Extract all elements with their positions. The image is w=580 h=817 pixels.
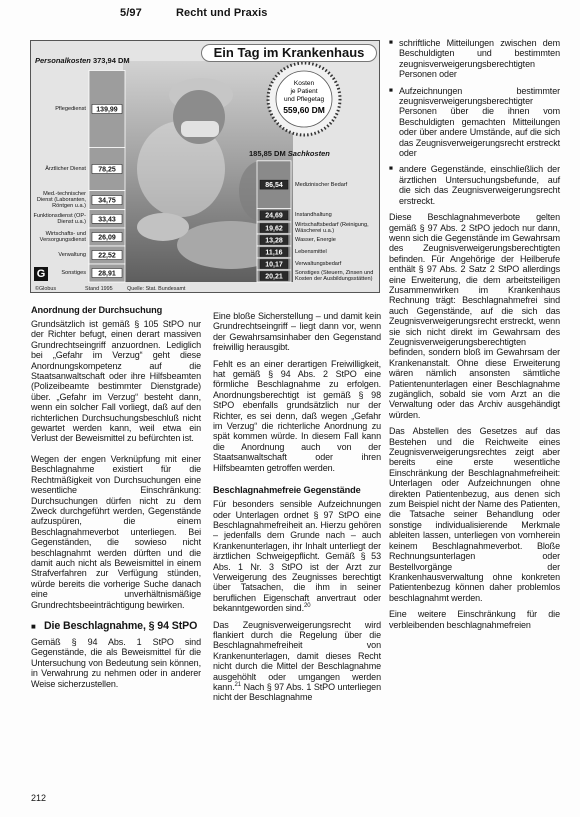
section-title: Recht und Praxis [176, 7, 268, 19]
chart-value-label: 11,16 [265, 249, 283, 257]
material-costs-title [249, 149, 330, 158]
chart-category-label: Sonstiges (Steuern, Zinsen und Kosten der Ausbildungsstätten) [295, 269, 374, 282]
chart-value-label: 20,21 [265, 273, 283, 281]
paragraph-text: Nach § 97 Abs. 1 StPO unterliegen nicht der Beschlagnahme [213, 682, 381, 703]
chart-category-label: Verwaltung [58, 251, 86, 258]
footnote-ref: 20 [303, 603, 311, 610]
chart-category-label: Instandhaltung [295, 212, 332, 219]
bullet-item: ■ Aufzeichnungen bestimmter zeugnisverweigerungsberechtigter Personen über die ihnen vom Beschuldigten gemachten Mitteilungen oder über andere Umstände, auf die sich das Zeugnisverweigerungsrecht erstreckt oder [389, 86, 560, 159]
personnel-costs-title [35, 56, 130, 65]
column-right [389, 38, 560, 636]
chart-value-label: 22,52 [98, 252, 116, 260]
paragraph: Fehlt es an einer derartigen Freiwilligkeit, hat gemäß § 94 Abs. 2 StPO eine förmliche Beschlagnahme zu erfolgen. Anordnungsberechtigt ist gemäß § 98 StPO ebenfalls grundsätzlich nur der Richter, es sei denn, daß wegen „Gefahr im Verzug“ die richterliche Anordnung zu spät kommen würde. In diesem Fall kann die Anordnung auch von der Staatsanwaltschaft oder ihren Hilfsbeamten getroffen werden. [213, 358, 381, 473]
paragraph: Grundsätzlich ist gemäß § 105 StPO nur der Richter befugt, einen derart massiven Grundrechtseingriff anzuordnen. Lediglich bei „Gefahr im Verzug“ geht diese Anordnungskompetenz auf die Staatsanwaltschaft oder ihre Hilfsbeamten (Polizeibeamte bestimmter Dienstgrade) über. „Gefahr im Verzug“ besteht dann, wenn ein solcher Fall vorliegt, daß auf den richterlichen Durchsuchungsbeschluß nicht gewartet werden kann, weil etwa ein Verlust der Beweismittel zu befürchten ist. [31, 319, 201, 444]
chart-category-label: Sonstiges [61, 269, 86, 276]
source-note: Quelle: Stat. Bundesamt [127, 286, 186, 292]
chart-value-label: 24,69 [265, 212, 283, 220]
bullet-item: ■ schriftliche Mitteilungen zwischen dem Beschuldigten und bestimmten zeugnisverweigerungsberechtigten Personen oder [389, 38, 560, 80]
globus-logo: G [34, 267, 48, 281]
circle-line-3: und Pflegetag [283, 96, 325, 103]
chart-category-label: Med.-technischer Dienst (Laboranten, Röntgen u.a.) [36, 190, 86, 210]
paragraph-text: Für besonders sensible Aufzeichnungen oder Unterlagen ordnet § 97 StPO eine Beschlagnahmefreiheit an. Hierzu gehören – jedenfalls dem Grunde nach – auch Krankenunterlagen, ihr Inhalt unterliegt der ärztlichen Schweigepflicht. Gemäß § 53 Abs. 1 Nr. 3 StPO ist der Arzt zur Verweigerung des Zeugnisses berechtigt über Tatsachen, die ihm in seiner beruflichen Eigenschaft anvertraut oder bekanntgeworden sind. [213, 499, 381, 614]
chart-category-label: Wasser, Energie [295, 236, 336, 243]
chart-category-label: Funktionsdienst (OP-Dienst u.a.) [33, 212, 86, 225]
circle-line-2: je Patient [290, 88, 318, 95]
paragraph: Das Abstellen des Gesetzes auf das Bestehen und die Reichweite eines Zeugnisverweigerungsrechtes zeigt aber bereits eine erste wesentliche Einschränkung der Beschlagnahmefreiheit: Unterlagen oder Aufzeichnungen ohne direkten Patientenbezug, aus denen sich zum Beispiel nicht der Name des Patienten, die Tatsache seiner Behandlung oder sonstige individualisierende Merkmale ableiten lassen, unterliegen von vornherein keinem Beschlagnahmeverbot. Bloße Rechnungsunterlagen oder Bestellvorgänge der Krankenhausverwaltung ohne konkreten Patientenbezug können daher problemlos beschlagnahmt werden. [389, 426, 560, 603]
credit: ©Globus [35, 286, 57, 292]
paragraph: Gemäß § 94 Abs. 1 StPO sind Gegenstände, die als Beweismittel für die Untersuchung von Bedeutung sein können, in Verwahrung zu nehmen oder in anderer Weise sicherzustellen. [31, 636, 201, 689]
paragraph: Eine weitere Einschränkung für die verbleibenden beschlagnahmefreien [389, 609, 560, 630]
chart-value-label: 78,25 [98, 166, 116, 174]
chart-value-label: 33,43 [98, 216, 116, 224]
paragraph: Eine bloße Sicherstellung – und damit kein Grundrechtseingriff – liegt dann vor, wenn der Gewahrsamsinhaber den Gegenstand freiwillig herausgibt. [213, 311, 381, 353]
chart-value-label: 26,09 [98, 234, 116, 242]
section-heading: ■ Die Beschlagnahme, § 94 StPO [31, 620, 201, 633]
column-middle [213, 311, 381, 709]
circle-line-1: Kosten [293, 80, 315, 87]
paragraph [213, 620, 381, 703]
bullet-item: ■ andere Gegenstände, einschließlich der ärztlichen Untersuchungsbefunde, auf die sich das Zeugnisverweigerungsrecht erstreckt. [389, 164, 560, 206]
chart-category-label: Pflegedienst [55, 105, 86, 112]
circle-value: 559,60 DM [283, 105, 325, 115]
chart-value-label: 86,54 [265, 182, 283, 190]
chart-title: Ein Tag im Krankenhaus [201, 44, 377, 62]
series-name: Sachkosten [287, 148, 330, 158]
paragraph: Diese Beschlagnahmeverbote gelten gemäß § 97 Abs. 2 StPO jedoch nur dann, wenn sich die Gegenstände im Gewahrsam des Zeugnisverweigerungsberechtigten befinden. Für Angehörige der Heilberufe enthält § 97 Abs. 2 Satz 2 StPO allerdings eine Erweiterung, die dem arbeitsteiligen Zusammenwirken im Krankenhaus Rechnung trägt: Beschlagnahmefrei sind auch Gegenstände, auf die sich das Zeugnisverweigerungsrecht erstreckt, wenn sie sich nicht direkt im Gewahrsam des Zeugnisverweigerungsberechtigten befinden, sondern bloß im Gewahrsam der Krankenanstalt. Ohne diese Erweiterung wären nämlich ansonsten sämtliche Patientenunterlagen einer Beschlagnahme zugänglich, sobald sie vom Arzt an die Verwaltung oder das Archiv ausgehändigt würden. [389, 212, 560, 420]
paragraph-text: Das Zeugnisverweigerungsrecht wird flankiert durch die Regelung über die Beschlagnahmefreiheit von Krankenunterlagen, damit dieses Recht nicht durch die Mittel der Beschlagnahme ausgehöhlt oder umgangen werden kann. [213, 619, 381, 692]
chart-value-label: 139,99 [96, 106, 118, 114]
page-number: 212 [31, 793, 47, 803]
column-left [31, 305, 201, 695]
chart-category-label: Wirtschafts- und Versorgungsdienst [39, 230, 86, 243]
chart-value-label: 34,75 [98, 197, 116, 205]
section-heading: Beschlagnahmefreie Gegenstände [213, 485, 361, 496]
chart-value-label: 10,17 [265, 261, 283, 269]
chart-category-label: Verwaltungsbedarf [295, 260, 342, 267]
paragraph: Wegen der engen Verknüpfung mit einer Beschlagnahme existiert für die Rechtmäßigkeit von Durchsuchungen eine wesentliche Einschränkung: Durchsuchungen dürfen nicht zu dem Zweck durchgeführt werden, Gegenstände aufzuspüren, die einem Beschlagnahmeverbot unterliegen. Bei Gegenständen, die sowieso nicht beschlagnahmt werden dürften und die damit auch nicht als Beweismittel in einem Strafverfahren zur Verfügung stünden, würde bereits die vorherige Suche danach eine unverhältnismäßige Grundrechtsbeeinträchtigung bewirken. [31, 453, 201, 610]
chart-category-label: Lebensmittel [295, 248, 327, 255]
series-total: 373,94 DM [92, 56, 130, 65]
issue-number: 5/97 [120, 7, 142, 19]
chart-category-label: Wirtschaftsbedarf (Reinigung, Wäscherei u.a.) [295, 221, 369, 234]
chart-value-label: 13,28 [265, 237, 283, 245]
series-total: 185,85 DM [249, 148, 286, 158]
footnote-ref: 21 [234, 682, 242, 688]
chart-category-label: Medizinischer Bedarf [295, 181, 348, 188]
date-note: Stand 1995 [85, 286, 113, 292]
chart-category-label: Ärztlicher Dienst [45, 165, 86, 172]
category-labels [31, 41, 379, 292]
paragraph [213, 499, 381, 613]
chart-value-label: 28,91 [98, 270, 116, 278]
section-heading: Anordnung der Durchsuchung [31, 305, 163, 315]
series-name: Personalkosten [35, 56, 91, 65]
infographic [30, 40, 380, 293]
chart-value-label: 19,62 [265, 225, 283, 233]
